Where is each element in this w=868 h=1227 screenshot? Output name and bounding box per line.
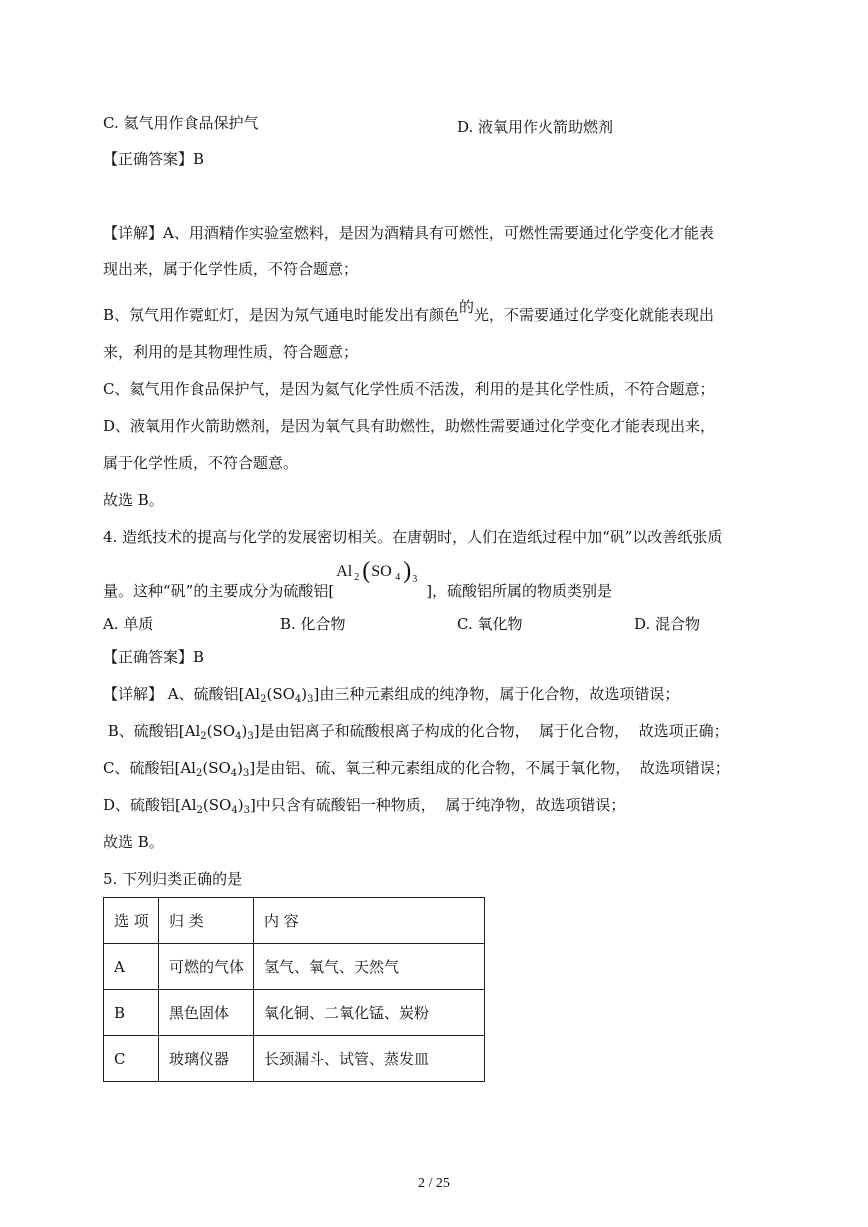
cell-option: C — [104, 1036, 159, 1082]
sub: 3 — [243, 805, 250, 816]
conclusion: 故选 B。 — [103, 833, 164, 851]
detail-text-post: 是由铝、硫、氧三种元素组成的化合物，不属于氧化物， 故选项错误； — [255, 759, 730, 777]
formula-close-paren: ) — [403, 558, 412, 584]
detail-d-line1: D、液氧用作火箭助燃剂，是因为氧气具有助燃性，助燃性需要通过化学变化才能表现出来， — [103, 417, 716, 435]
question-4-stem-line2 — [103, 558, 613, 600]
cell-category: 可燃的气体 — [159, 944, 254, 990]
detail-c: C、氦气用作食品保护气，是因为氦气化学性质不活泼，利用的是其化学性质，不符合题意； — [103, 380, 715, 398]
table-row — [104, 990, 485, 1036]
stem-text: 量。这种“矾”的主要成分为硫酸铝[ — [103, 582, 335, 600]
cell-content: 长颈漏斗、试管、蒸发皿 — [254, 1036, 485, 1082]
sub: 4 — [235, 731, 242, 742]
formula-open-paren: ( — [362, 558, 371, 584]
aluminum-sulfate-formula — [334, 558, 426, 598]
option-a: A. 单质 — [103, 615, 154, 633]
sub: 3 — [247, 731, 254, 742]
detail-text: D、硫酸铝[Al — [103, 796, 197, 814]
detail-text-post: 是由铝离子和硫酸根离子构成的化合物， 属于化合物， 故选项正确； — [259, 722, 729, 740]
cell-content: 氢气、氧气、天然气 — [254, 944, 485, 990]
page-number: 2 / 25 — [418, 1176, 450, 1191]
cell-content: 氧化铜、二氧化锰、炭粉 — [254, 990, 485, 1036]
option-b: B. 化合物 — [280, 615, 346, 633]
bracket: ] — [253, 722, 260, 740]
sub: 2 — [196, 805, 203, 816]
formula-mid: (SO — [206, 722, 236, 740]
detail-b-text-post: 光，不需要通过化学变化就能表现出 — [474, 306, 715, 324]
detail-text: B、硫酸铝[Al — [103, 722, 201, 740]
formula-close: ) — [241, 722, 248, 740]
detail-a-line1: 【详解】A、用酒精作实验室燃料，是因为酒精具有可燃性，可燃性需要通过化学变化才能表 — [103, 224, 714, 242]
stem-text-post: ]，硫酸铝所属的物质类别是 — [426, 582, 613, 600]
option-c: C. 氦气用作食品保护气 — [103, 114, 259, 132]
option-d: D. 液氧用作火箭助燃剂 — [457, 118, 614, 136]
sub: 4 — [230, 768, 238, 779]
option-d: D. 混合物 — [634, 615, 701, 633]
detail-b-line2: 来，利用的是其物理性质，符合题意； — [103, 343, 359, 361]
detail-c — [103, 761, 730, 779]
sub: 3 — [307, 694, 314, 705]
option-c: C. 氧化物 — [457, 615, 523, 633]
detail-text: C、硫酸铝[Al — [103, 759, 196, 777]
formula-so: SO — [371, 563, 392, 580]
bracket: ] — [249, 759, 256, 777]
table-header-row — [104, 898, 485, 944]
detail-text-post: 中只含有硫酸铝一种物质， 属于纯净物，故选项错误； — [255, 796, 626, 814]
classification-table — [103, 897, 485, 1082]
cell-category: 黑色固体 — [159, 990, 254, 1036]
cell-category: 玻璃仪器 — [159, 1036, 254, 1082]
formula-so-sub: 4 — [395, 572, 401, 583]
formula-mid: (SO — [202, 796, 232, 814]
formula-al: Al — [336, 563, 353, 580]
correct-answer: 【正确答案】B — [103, 648, 205, 666]
header-option: 选 项 — [104, 898, 159, 944]
cell-option: A — [104, 944, 159, 990]
formula-close: ) — [301, 685, 308, 703]
bracket: ] — [313, 685, 320, 703]
detail-d-line2: 属于化学性质，不符合题意。 — [103, 454, 299, 472]
conclusion: 故选 B。 — [103, 491, 164, 509]
detail-b — [103, 724, 729, 742]
detail-b-text: B、氖气用作霓虹灯，是因为氖气通电时能发出有颜色 — [103, 306, 460, 324]
sub: 4 — [231, 805, 238, 816]
formula-outer-sub: 3 — [412, 574, 418, 585]
formula-mid: (SO — [266, 685, 295, 703]
detail-text: 【详解】 A、硫酸铝[Al — [103, 685, 261, 703]
formula-close: ) — [237, 759, 244, 777]
sub: 2 — [200, 731, 207, 742]
sub: 4 — [294, 694, 302, 705]
detail-a-line2: 现出来，属于化学性质，不符合题意； — [103, 260, 359, 278]
detail-d — [103, 798, 625, 816]
header-category: 归 类 — [159, 898, 254, 944]
table-row — [104, 1036, 485, 1082]
sub: 2 — [260, 694, 267, 705]
cell-option: B — [104, 990, 159, 1036]
bracket: ] — [249, 796, 256, 814]
question-4-stem-line1: 4. 造纸技术的提高与化学的发展密切相关。在唐朝时，人们在造纸过程中加“矾”以改善纸张质 — [103, 528, 723, 546]
header-content: 内 容 — [254, 898, 485, 944]
sub: 3 — [243, 768, 250, 779]
formula-al-sub: 2 — [354, 572, 360, 583]
formula-mid: (SO — [202, 759, 231, 777]
detail-a — [103, 687, 679, 705]
table-row — [104, 944, 485, 990]
raised-char: 的 — [459, 298, 475, 316]
detail-b-line1 — [103, 298, 715, 324]
detail-text-post: 由三种元素组成的纯净物，属于化合物，故选项错误； — [319, 685, 680, 703]
formula-close: ) — [237, 796, 244, 814]
question-5-stem: 5. 下列归类正确的是 — [103, 870, 243, 888]
sub: 2 — [195, 768, 203, 779]
correct-answer: 【正确答案】B — [103, 150, 205, 168]
